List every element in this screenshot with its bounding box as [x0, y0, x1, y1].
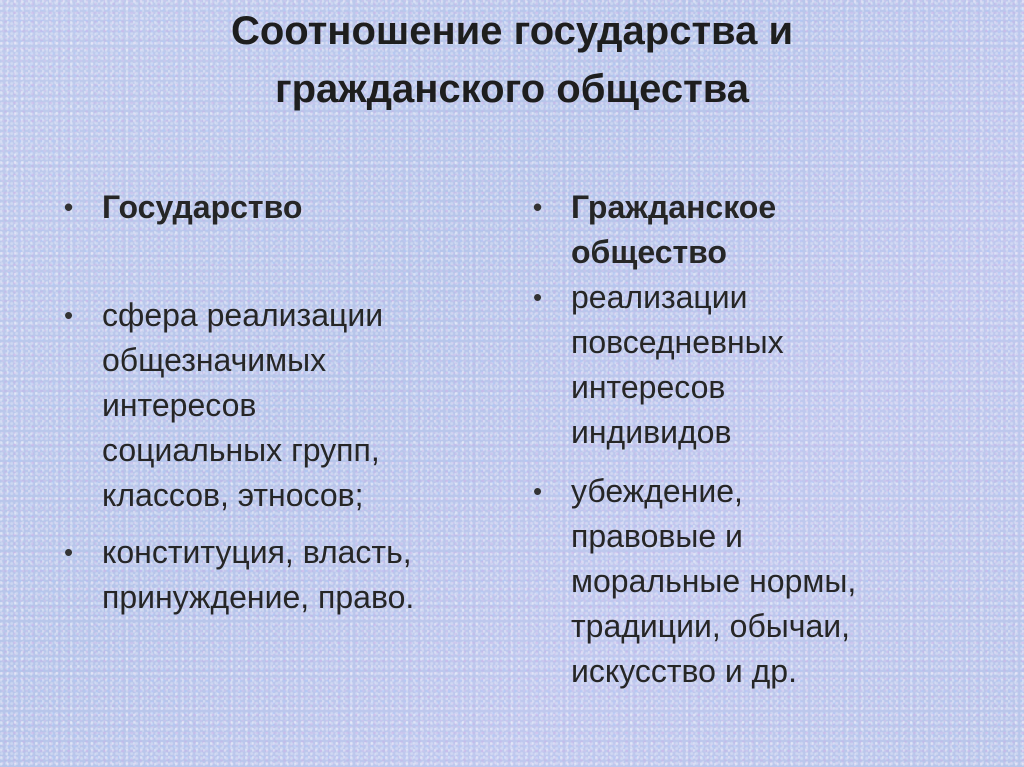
bullet-icon: • — [533, 282, 543, 312]
state-heading-item — [62, 185, 502, 230]
bullet-icon: • — [64, 192, 74, 222]
title-line-2: гражданского общества — [274, 67, 750, 111]
civil-society-heading: Гражданское общество — [571, 189, 777, 270]
bullet-icon: • — [64, 537, 74, 567]
slide-title — [0, 2, 1024, 118]
civil-society-item-1-text: реализации повседневных интересов индивидов — [571, 279, 784, 450]
civil-society-item-2-text: убеждение, правовые и моральные нормы, традиции, обычаи, искусство и др. — [571, 473, 857, 689]
bullet-icon: • — [533, 192, 543, 222]
bullet-icon: • — [533, 476, 543, 506]
state-column — [62, 185, 502, 620]
state-item-2-text: конституция, власть, принуждение, право. — [102, 534, 415, 615]
state-heading: Государство — [102, 189, 303, 225]
civil-society-heading-item — [531, 185, 1001, 275]
civil-society-column — [531, 185, 1001, 694]
state-item-2 — [62, 530, 502, 620]
civil-society-item-1 — [531, 275, 1001, 455]
state-item-1 — [62, 293, 502, 518]
state-item-1-text: сфера реализации общезначимых интересов социальных групп, классов, этносов; — [102, 297, 384, 513]
bullet-icon: • — [64, 300, 74, 330]
civil-society-item-2 — [531, 469, 1001, 694]
title-line-1: Соотношение государства и — [230, 9, 794, 53]
